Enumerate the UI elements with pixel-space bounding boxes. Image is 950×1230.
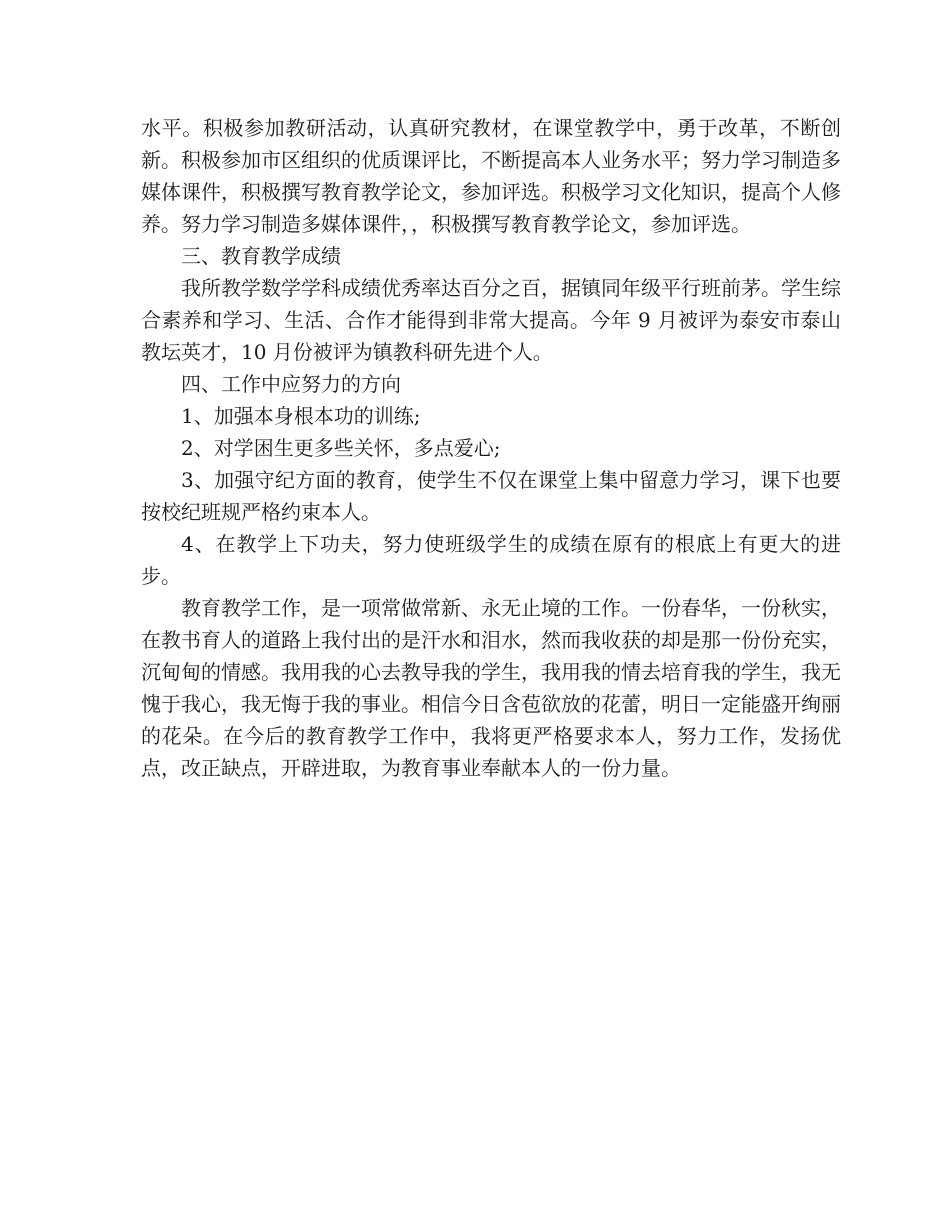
list-item-discipline-education: 3、加强守纪方面的教育，使学生不仅在课堂上集中留意力学习，课下也要按校纪班规严格约束本人。	[141, 468, 841, 524]
section-heading-achievements: 三、教育教学成绩	[181, 244, 341, 268]
section-heading-improvement-direction: 四、工作中应努力的方向	[181, 372, 401, 396]
list-item-teaching-effort: 4、在教学上下功夫，努力使班级学生的成绩在原有的根底上有更大的进步。	[141, 532, 841, 588]
paragraph-achievements: 我所教学数学学科成绩优秀率达百分之百，据镇同年级平行班前茅。学生综合素养和学习、生活、合作才能得到非常大提高。今年 9 月被评为泰安市泰山教坛英才，10 月份被评为镇教科研先进个人。	[141, 276, 841, 364]
list-item-struggling-students: 2、对学困生更多些关怀，多点爱心;	[181, 436, 501, 460]
paragraph-teaching-level: 水平。积极参加教研活动，认真研究教材，在课堂教学中，勇于改革，不断创新。积极参加市区组织的优质课评比，不断提高本人业务水平；努力学习制造多媒体课件，积极撰写教育教学论文，参加评选。积极学习文化知识，提高个人修养。努力学习制造多媒体课件，，积极撰写教育教学论文，参加评选。	[141, 116, 841, 236]
paragraph-conclusion: 教育教学工作，是一项常做常新、永无止境的工作。一份春华，一份秋实，在教书育人的道路上我付出的是汗水和泪水，然而我收获的却是那一份份充实，沉甸甸的情感。我用我的心去教导我的学生，我用我的情去培育我的学生，我无愧于我心，我无悔于我的事业。相信今日含苞欲放的花蕾，明日一定能盛开绚丽的花朵。在今后的教育教学工作中，我将更严格要求本人，努力工作，发扬优点，改正缺点，开辟进取，为教育事业奉献本人的一份力量。	[141, 596, 841, 780]
document-body	[141, 112, 841, 784]
list-item-basic-skills: 1、加强本身根本功的训练;	[181, 404, 421, 428]
